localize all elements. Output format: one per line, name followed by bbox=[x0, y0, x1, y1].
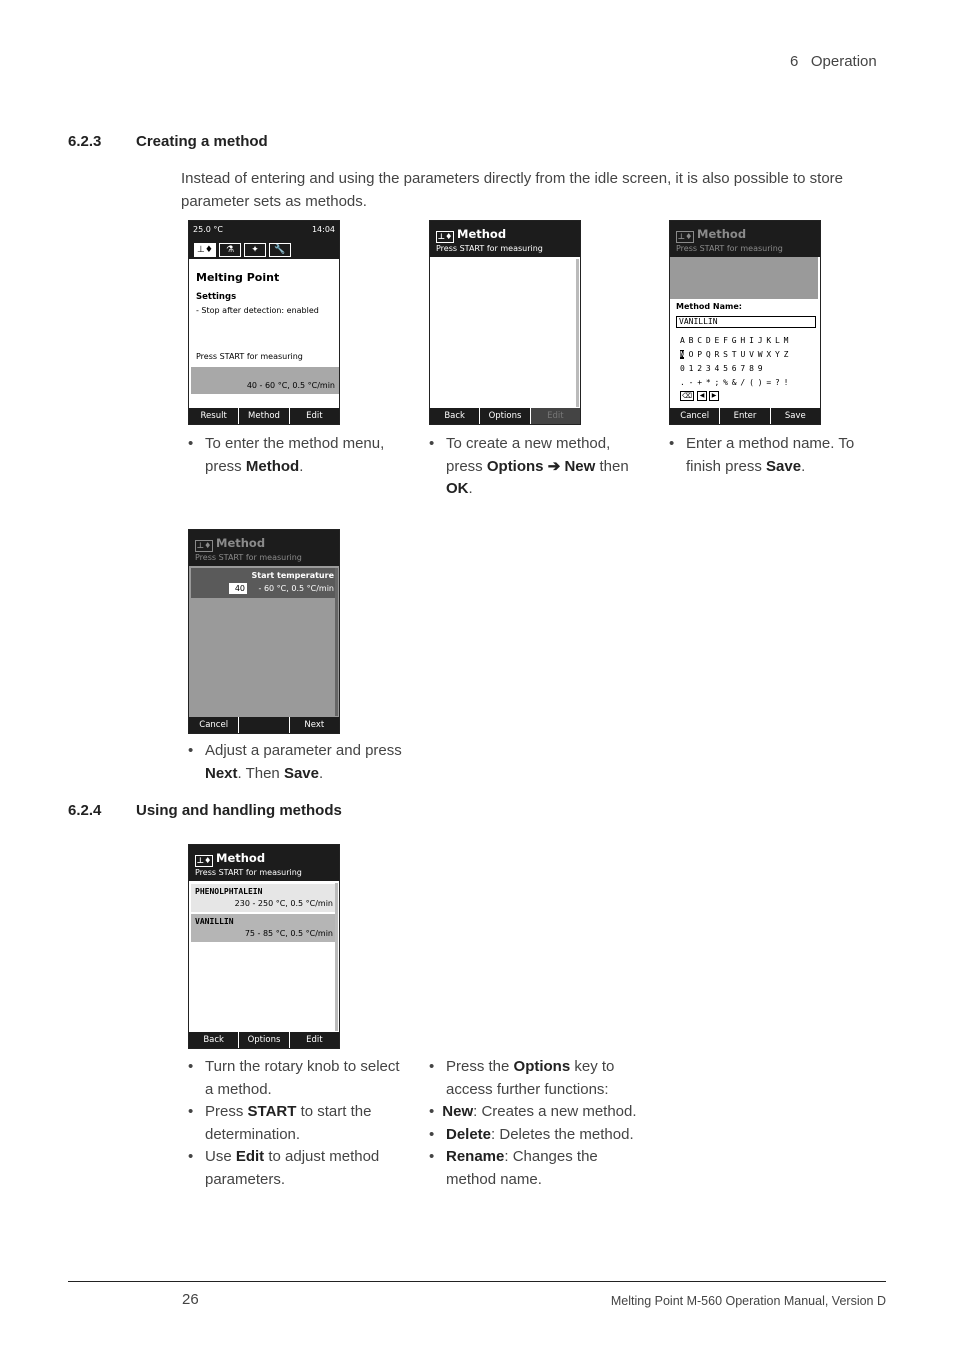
bullet-bold: OK bbox=[446, 480, 469, 497]
chapter-number: 6 bbox=[790, 53, 799, 70]
bullet-item bbox=[429, 433, 639, 501]
arrow-icon: ➔ bbox=[547, 457, 561, 475]
method-title: Method bbox=[457, 227, 507, 241]
tab-wrench-icon[interactable]: 🔧 bbox=[269, 243, 291, 257]
chapter-title: Operation bbox=[810, 53, 877, 70]
softkey-cancel[interactable]: Cancel bbox=[199, 720, 229, 730]
bullet-text: Press the bbox=[446, 1058, 514, 1075]
page-number: 26 bbox=[182, 1291, 199, 1308]
method-subtitle: Press START for measuring bbox=[676, 244, 783, 253]
idle-title: Melting Point bbox=[196, 271, 280, 284]
method-topbar bbox=[670, 221, 820, 257]
bullet-end: . bbox=[318, 764, 324, 782]
keyboard-row-2-rest: O P Q R S T U V W X Y Z bbox=[684, 350, 788, 359]
bullet-bold: START bbox=[247, 1103, 297, 1120]
bullet-item bbox=[188, 1146, 403, 1191]
name-softkeys bbox=[670, 408, 820, 424]
tab-diamond-icon[interactable]: ✦ bbox=[244, 243, 266, 257]
bullets-screen4 bbox=[188, 740, 408, 785]
bullet-text: : Changes the method name. bbox=[446, 1148, 598, 1188]
tab-flask-icon[interactable]: ⚗ bbox=[219, 243, 241, 257]
bullet-text: Adjust a parameter and press bbox=[205, 742, 402, 759]
softkey-edit[interactable]: Edit bbox=[289, 1032, 339, 1048]
bullet-bold: New bbox=[442, 1103, 474, 1120]
footer-rule bbox=[68, 1281, 886, 1282]
bullet-text: : Deletes the method. bbox=[491, 1125, 634, 1143]
softkey-save[interactable]: Save bbox=[770, 408, 820, 424]
parameter-box bbox=[191, 568, 336, 598]
backspace-icon[interactable]: ⌫ bbox=[680, 391, 694, 401]
bullet-item bbox=[669, 433, 884, 478]
parameter-softkeys bbox=[189, 717, 339, 733]
bullets-screen6 bbox=[429, 1056, 639, 1191]
keyboard-row-4[interactable]: . - + * ; % & / ( ) = ? ! bbox=[680, 378, 788, 387]
softkey-cancel[interactable]: Cancel bbox=[680, 411, 710, 421]
idle-prompt: Press START for measuring bbox=[196, 352, 303, 361]
bullet-bold: Method bbox=[245, 457, 300, 475]
bullet-text: to adjust method parameters. bbox=[205, 1148, 380, 1188]
method-params: 230 - 250 °C, 0.5 °C/min bbox=[234, 899, 333, 908]
section-number-623: 6.2.3 bbox=[68, 133, 102, 150]
softkey-options[interactable]: Options bbox=[479, 408, 529, 424]
device-screen-parameter bbox=[188, 529, 340, 734]
bullet-item bbox=[429, 1056, 639, 1101]
parameter-rest: - 60 °C, 0.5 °C/min bbox=[258, 584, 334, 593]
method-name: PHENOLPHTALEIN bbox=[195, 887, 263, 896]
idle-params-box bbox=[191, 367, 339, 394]
name-input[interactable]: VANILLIN bbox=[676, 316, 816, 328]
bullet-dot: • bbox=[429, 1103, 435, 1120]
section-intro: Instead of entering and using the parameters directly from the idle screen, it is also possible to store parameter sets as methods. bbox=[181, 170, 844, 210]
bullet-item bbox=[429, 1146, 639, 1191]
bullet-text: key to access further functions: bbox=[446, 1058, 615, 1098]
softkey-edit-disabled: Edit bbox=[530, 408, 580, 424]
bullet-bold: Edit bbox=[235, 1148, 265, 1165]
idle-softkeys bbox=[189, 408, 339, 424]
bullet-text: . Then bbox=[237, 764, 284, 782]
section-number-624: 6.2.4 bbox=[68, 802, 102, 819]
bullet-text: To enter the method menu, press bbox=[205, 435, 385, 475]
scrollbar[interactable] bbox=[576, 259, 579, 407]
bullet-bold: Options bbox=[486, 457, 544, 475]
softkey-edit[interactable]: Edit bbox=[289, 408, 339, 424]
bullet-item bbox=[188, 1056, 403, 1101]
method-title: Method bbox=[216, 851, 266, 865]
keyboard-row-2[interactable] bbox=[680, 350, 788, 359]
scrollbar[interactable] bbox=[335, 883, 338, 1031]
bullets-screen5 bbox=[188, 1056, 403, 1191]
parameter-label: Start temperature bbox=[251, 571, 334, 580]
document-title: Melting Point M-560 Operation Manual, Version D bbox=[610, 1294, 886, 1308]
idle-params: 40 - 60 °C, 0.5 °C/min bbox=[246, 381, 335, 390]
device-screen-idle bbox=[188, 220, 340, 425]
method-name: VANILLIN bbox=[195, 917, 234, 926]
section-title-624: Using and handling methods bbox=[136, 802, 342, 819]
bullets-screen1 bbox=[188, 433, 408, 478]
softkey-options[interactable]: Options bbox=[238, 1032, 288, 1048]
bullet-text: : Creates a new method. bbox=[473, 1103, 637, 1120]
device-screen-method-empty bbox=[429, 220, 581, 425]
bullet-bold: Delete bbox=[446, 1125, 492, 1143]
device-screen-method-list bbox=[188, 844, 340, 1049]
softkey-back[interactable]: Back bbox=[203, 1035, 224, 1045]
bullet-text: Enter a method name. To finish press bbox=[686, 435, 855, 475]
idle-time: 14:04 bbox=[311, 225, 335, 234]
list-softkeys bbox=[189, 1032, 339, 1048]
method-icon: ⊥♦ bbox=[677, 232, 693, 241]
softkey-method[interactable]: Method bbox=[238, 408, 288, 424]
method-icon: ⊥♦ bbox=[437, 232, 453, 241]
bullet-end: . bbox=[299, 457, 304, 475]
bullet-end: . bbox=[801, 457, 806, 475]
bullet-item bbox=[429, 1124, 639, 1147]
keyboard-row-1[interactable]: A B C D E F G H I J K L M bbox=[680, 336, 788, 345]
parameter-value-field[interactable]: 40 bbox=[229, 583, 247, 594]
softkey-blank bbox=[238, 717, 288, 733]
keyboard-row-3[interactable]: 0 1 2 3 4 5 6 7 8 9 bbox=[680, 364, 763, 373]
running-header bbox=[790, 53, 877, 70]
cursor-left-icon[interactable]: ◀ bbox=[697, 391, 707, 401]
method-topbar bbox=[189, 530, 339, 566]
bullet-item bbox=[188, 433, 408, 478]
method-icon: ⊥♦ bbox=[196, 856, 212, 865]
section-title-623: Creating a method bbox=[136, 133, 268, 150]
method-params: 75 - 85 °C, 0.5 °C/min bbox=[244, 929, 333, 938]
bullet-text: Turn the rotary knob to select a method. bbox=[205, 1058, 400, 1098]
method-subtitle: Press START for measuring bbox=[195, 868, 302, 877]
bullet-text: Use bbox=[205, 1148, 236, 1165]
method-subtitle: Press START for measuring bbox=[195, 553, 302, 562]
bullet-item bbox=[188, 1101, 403, 1146]
softkey-result[interactable]: Result bbox=[200, 411, 227, 421]
device-screen-method-name bbox=[669, 220, 821, 425]
bullet-bold: Next bbox=[205, 764, 238, 782]
bullet-bold: Save bbox=[283, 764, 319, 782]
bullet-text: to start the determination. bbox=[205, 1103, 372, 1143]
selected-key[interactable]: N bbox=[680, 350, 685, 359]
tab-melting-icon[interactable]: ⊥♦ bbox=[194, 243, 216, 257]
bullet-text: then bbox=[595, 457, 629, 475]
scrollbar[interactable] bbox=[335, 568, 338, 716]
method-softkeys bbox=[430, 408, 580, 424]
bullet-text: To create a new method, press bbox=[446, 435, 611, 475]
bullet-end: . bbox=[468, 480, 473, 497]
softkey-next[interactable]: Next bbox=[289, 717, 339, 733]
bullet-item bbox=[188, 740, 408, 785]
method-list-item[interactable] bbox=[191, 884, 335, 912]
bullets-screen3 bbox=[669, 433, 884, 478]
method-title: Method bbox=[697, 227, 747, 241]
softkey-enter[interactable]: Enter bbox=[719, 408, 769, 424]
dimmed-area bbox=[670, 257, 818, 299]
bullets-screen2 bbox=[429, 433, 639, 501]
method-icon: ⊥♦ bbox=[196, 541, 212, 550]
method-topbar bbox=[189, 845, 339, 881]
cursor-right-icon[interactable]: ▶ bbox=[709, 391, 719, 401]
bullet-item bbox=[429, 1101, 639, 1124]
bullet-text: Press bbox=[205, 1103, 248, 1120]
bullet-bold: Rename bbox=[446, 1148, 505, 1165]
method-subtitle: Press START for measuring bbox=[436, 244, 543, 253]
softkey-back[interactable]: Back bbox=[444, 411, 465, 421]
bullet-bold: New bbox=[564, 457, 596, 475]
idle-temperature: 25.0 °C bbox=[193, 225, 223, 234]
bullet-bold: Save bbox=[766, 457, 802, 475]
bullet-bold: Options bbox=[513, 1058, 571, 1075]
idle-setting-line: - Stop after detection: enabled bbox=[196, 306, 319, 315]
name-label: Method Name: bbox=[676, 302, 742, 311]
idle-settings-label: Settings bbox=[196, 292, 237, 302]
method-topbar bbox=[430, 221, 580, 257]
method-title: Method bbox=[216, 536, 266, 550]
method-list-item-selected[interactable] bbox=[191, 914, 335, 942]
